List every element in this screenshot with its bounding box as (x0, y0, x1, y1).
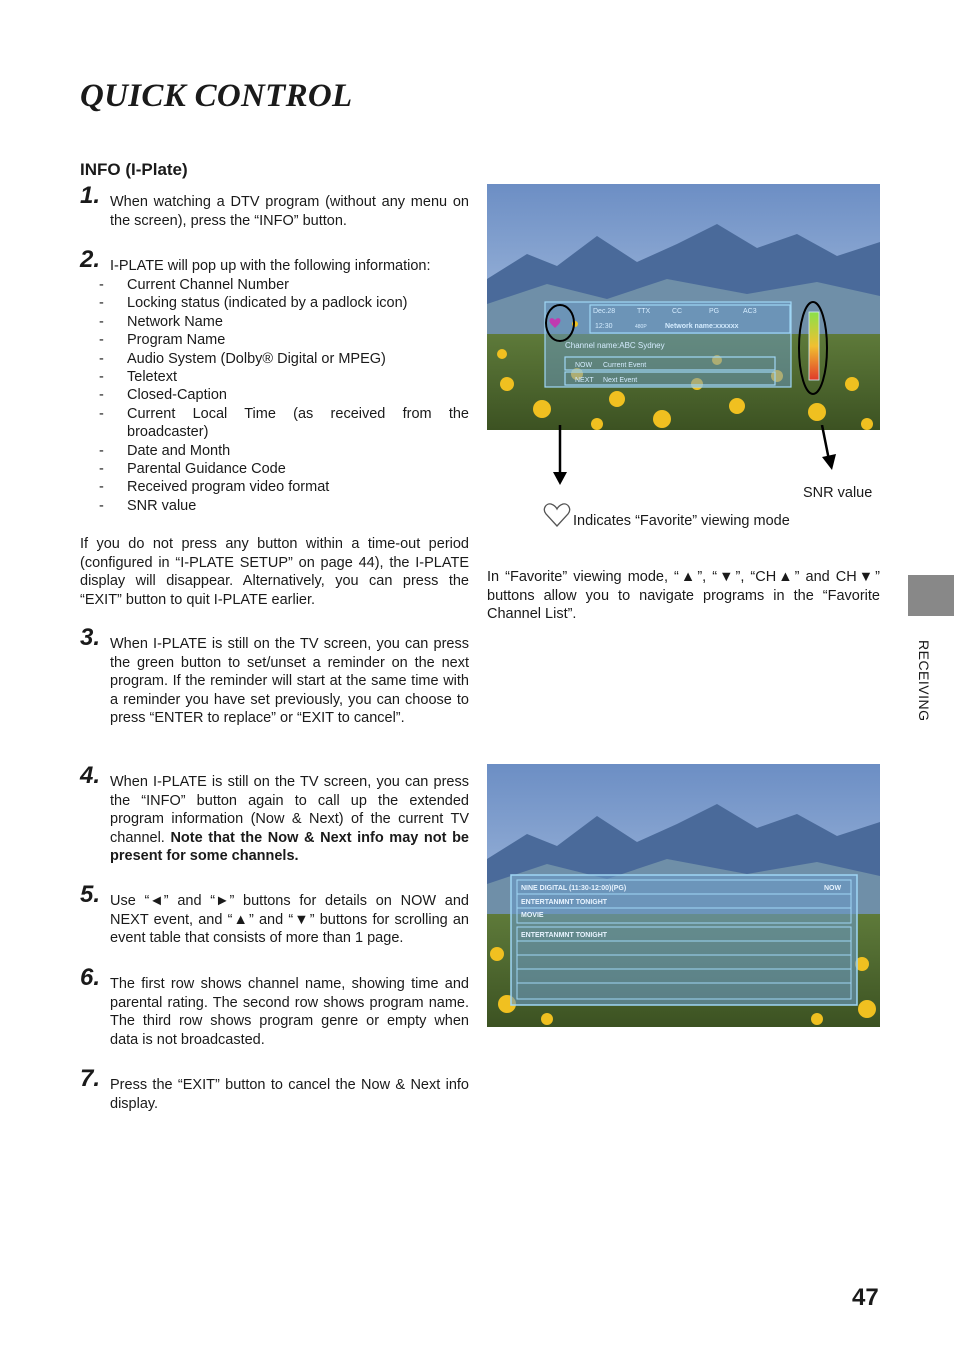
step-2 (80, 246, 469, 276)
step-number: 2. (80, 246, 101, 273)
epg-now: NOW (824, 885, 842, 892)
step-text: When I-PLATE is still on the TV screen, you can press the green button to set/unset a reminder on the next program. If the reminder will start at the same time with a reminder you have set previously, you can choose to press “ENTER to replace” or “EXIT to cancel”. (110, 636, 469, 726)
arrow-down-icon (822, 454, 836, 470)
epg-row-2: MOVIE (521, 912, 544, 919)
snr-bar (809, 312, 819, 380)
section-heading: INFO (I-Plate) (80, 160, 188, 179)
step-number: 5. (80, 881, 101, 908)
list-item: - Locking status (indicated by a padlock icon) (80, 294, 469, 312)
step-text: The first row shows channel name, showing time and parental rating. The second row shows program name. The third row shows program genre or empty when data is not broadcasted. (110, 976, 469, 1048)
epg-row-3: ENTERTANMNT TONIGHT (521, 932, 608, 939)
list-item: - SNR value (80, 497, 469, 515)
landscape-image (487, 764, 880, 1027)
page-number: 47 (852, 1284, 879, 1311)
step-number: 1. (80, 182, 101, 209)
step-7 (80, 1065, 469, 1113)
epg-header: NINE DIGITAL (11:30-12:00)(PG) (521, 885, 627, 892)
side-tab (908, 575, 954, 616)
snr-caption: SNR value (803, 485, 873, 501)
epg-row-1: ENTERTANMNT TONIGHT (521, 899, 608, 906)
heart-outline-icon (543, 502, 571, 528)
step-number: 3. (80, 624, 101, 651)
arrow-down-icon (553, 472, 567, 485)
timeout-paragraph: If you do not press any button within a time-out period (configured in “I-PLATE SETUP” on page 44), the I-PLATE display will disappear. Alternatively, you can press the “EXIT” button to quit I-PLATE earlier. (80, 536, 469, 608)
iplate-network: Network name:xxxxxx (665, 323, 739, 330)
side-label: RECEIVING (916, 640, 932, 722)
iplate-next-event: Next Event (603, 377, 638, 384)
list-item: - Closed-Caption (80, 386, 469, 404)
list-item: - Teletext (80, 368, 469, 386)
list-item: - Parental Guidance Code (80, 460, 469, 478)
list-item: - Network Name (80, 313, 469, 331)
step-number: 4. (80, 762, 101, 789)
iplate-video-format: 480P (635, 324, 647, 330)
list-item: - Current Channel Number (80, 276, 469, 294)
list-item: - Program Name (80, 331, 469, 349)
step-text: I-PLATE will pop up with the following information: (110, 258, 431, 274)
iplate-pg: PG (709, 308, 720, 315)
iplate-now-event: Current Event (603, 362, 647, 369)
list-item: - Audio System (Dolby® Digital or MPEG) (80, 350, 469, 368)
favorite-paragraph: In “Favorite” viewing mode, “▲”, “▼”, “CH▲” and CH▼” buttons allow you to navigate programs in the “Favorite Channel List”. (487, 569, 880, 622)
step-text: Press the “EXIT” button to cancel the Now & Next info display. (110, 1077, 469, 1112)
step-text: Use “◄” and “►” buttons for details on NOW and NEXT event, and “▲” and “▼” buttons for scrolling an event table that consists of more than 1 page. (110, 893, 469, 946)
list-item: - Current Local Time (as received from the broadcaster) (80, 405, 469, 442)
step-number: 6. (80, 964, 101, 991)
step-5 (80, 881, 469, 948)
iplate-time: 12:30 (595, 323, 613, 330)
step-text: When watching a DTV program (without any menu on the screen), press the “INFO” button. (110, 194, 469, 229)
now-next-screenshot (487, 764, 880, 1027)
step-1 (80, 182, 469, 230)
landscape-image (487, 184, 880, 430)
list-item: - Date and Month (80, 442, 469, 460)
step-note-bold: Note that the Now & Next info may not be present for some channels. (110, 829, 469, 864)
step-number: 7. (80, 1065, 101, 1092)
list-item: - Received program video format (80, 478, 469, 496)
annotation-arrows (540, 425, 840, 505)
step-4 (80, 762, 469, 866)
info-list (80, 276, 469, 515)
iplate-channel: Channel name:ABC Sydney (565, 341, 665, 350)
iplate-screenshot (487, 184, 880, 430)
step-6 (80, 964, 469, 1049)
iplate-next-label: NEXT (575, 377, 594, 384)
step-3 (80, 624, 469, 728)
page-title: QUICK CONTROL (80, 78, 353, 114)
iplate-date: Dec.28 (593, 308, 616, 315)
iplate-audio: AC3 (743, 308, 757, 315)
iplate-cc: CC (672, 308, 683, 315)
iplate-now-label: NOW (575, 362, 593, 369)
favorite-caption: Indicates “Favorite” viewing mode (573, 513, 790, 529)
step-text (110, 773, 469, 866)
step-text-regular: When I-PLATE is still on the TV screen, you can press the “INFO” button again to call up the extended program information (Now & Next) of the current TV channel. (110, 774, 469, 846)
iplate-ttx: TTX (637, 308, 651, 315)
